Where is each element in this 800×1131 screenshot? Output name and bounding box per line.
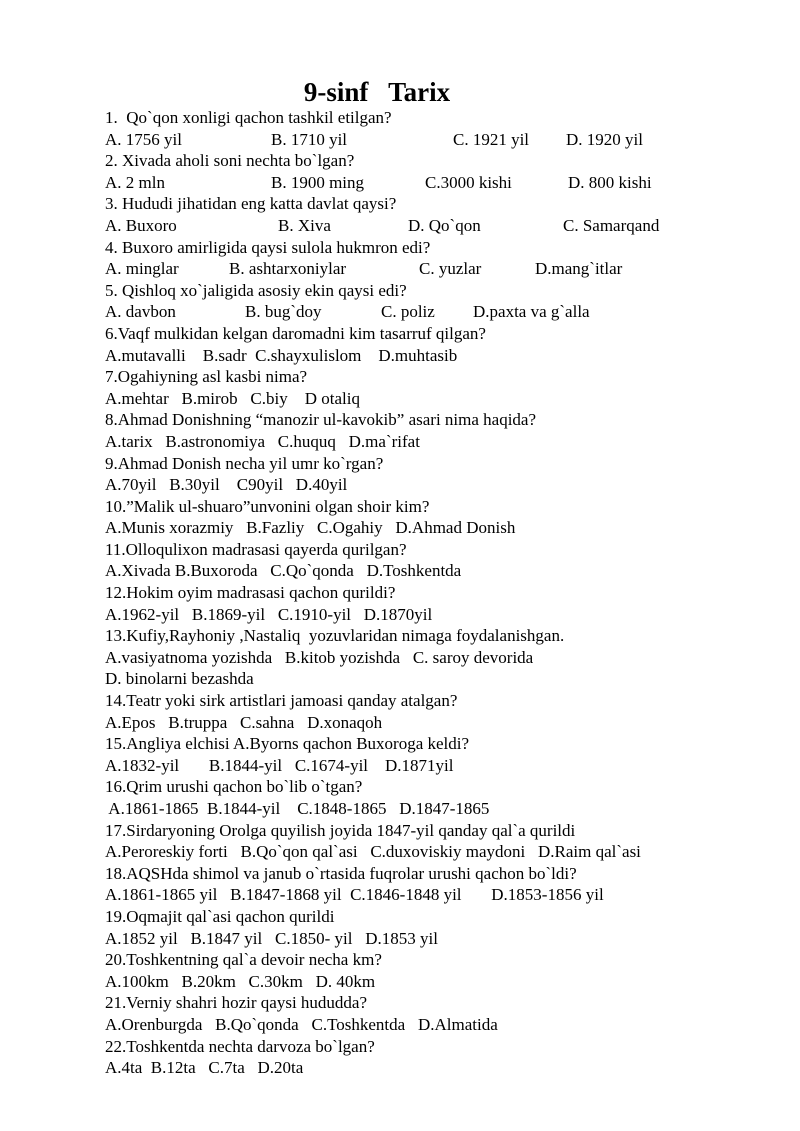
- answer-line: [105, 928, 795, 950]
- answer-line: [105, 172, 795, 194]
- answer-option: A.100km B.20km C.30km D. 40km: [105, 971, 376, 991]
- answer-line: [105, 215, 795, 237]
- answer-line: [105, 388, 795, 410]
- question-text: 15.Angliya elchisi A.Byorns qachon Buxoroga keldi?: [105, 734, 470, 754]
- question-text: 4. Buxoro amirligida qaysi sulola hukmron edi?: [105, 237, 431, 257]
- answer-line: [105, 712, 795, 734]
- answer-option: C. yuzlar: [419, 259, 482, 279]
- answer-option: A.1832-yil B.1844-yil C.1674-yil D.1871yil: [105, 755, 454, 775]
- question-line: [105, 690, 795, 712]
- answer-line: [105, 798, 795, 820]
- question-text: 3. Hududi jihatidan eng katta davlat qaysi?: [105, 194, 397, 214]
- answer-line: [105, 647, 795, 669]
- answer-option: B. Xiva: [278, 215, 331, 235]
- answer-option: D. binolarni bezashda: [105, 669, 254, 689]
- answer-option: A.Munis xorazmiy B.Fazliy C.Ogahiy D.Ahmad Donish: [105, 518, 516, 538]
- question-text: 7.Ogahiyning asl kasbi nima?: [105, 367, 308, 387]
- question-text: 11.Olloqulixon madrasasi qayerda qurilgan?: [105, 539, 407, 559]
- question-line: [105, 150, 795, 172]
- answer-line: [105, 258, 795, 280]
- answer-line: [105, 129, 795, 151]
- answer-option: C. poliz: [381, 302, 435, 322]
- answer-option: A.4ta B.12ta C.7ta D.20ta: [105, 1058, 304, 1078]
- question-line: [105, 496, 795, 518]
- answer-line: [105, 668, 795, 690]
- question-line: [105, 820, 795, 842]
- answer-option: A.1861-1865 yil B.1847-1868 yil C.1846-1848 yil D.1853-1856 yil: [105, 885, 604, 905]
- question-text: 13.Kufiy,Rayhoniy ,Nastaliq yozuvlaridan nimaga foydalanishgan.: [105, 626, 565, 646]
- question-text: 16.Qrim urushi qachon bo`lib o`tgan?: [105, 777, 363, 797]
- answer-option: B. 1710 yil: [271, 129, 348, 149]
- answer-line: [105, 517, 795, 539]
- question-text: 18.AQSHda shimol va janub o`rtasida fuqrolar urushi qachon bo`ldi?: [105, 863, 577, 883]
- question-line: [105, 1036, 795, 1058]
- answer-option: A.1962-yil B.1869-yil C.1910-yil D.1870yil: [105, 604, 433, 624]
- answer-option: B. ashtarxoniylar: [229, 259, 347, 279]
- question-line: [105, 906, 795, 928]
- question-text: 9.Ahmad Donish necha yil umr ko`rgan?: [105, 453, 384, 473]
- answer-line: [105, 431, 795, 453]
- answer-option: A.Xivada B.Buxoroda C.Qo`qonda D.Toshkentda: [105, 561, 462, 581]
- question-text: 12.Hokim oyim madrasasi qachon qurildi?: [105, 583, 396, 603]
- answer-option: A. davbon: [105, 302, 176, 322]
- answer-option: A. 2 mln: [105, 172, 165, 192]
- question-line: [105, 366, 795, 388]
- question-line: [105, 323, 795, 345]
- question-text: 17.Sirdaryoning Orolga quyilish joyida 1847-yil qanday qal`a qurildi: [105, 820, 576, 840]
- answer-line: [105, 604, 795, 626]
- answer-line: [105, 301, 795, 323]
- answer-line: [105, 884, 795, 906]
- question-line: [105, 409, 795, 431]
- answer-option: A. 1756 yil: [105, 129, 182, 149]
- answer-option: A.Peroreskiy forti B.Qo`qon qal`asi C.duxoviskiy maydoni D.Raim qal`asi: [105, 842, 641, 862]
- page-title: 9-sinf Tarix: [303, 77, 451, 107]
- answer-option: A.tarix B.astronomiya C.huquq D.ma`rifat: [105, 431, 420, 451]
- answer-option: A.mehtar B.mirob C.biy D otaliq: [105, 388, 360, 408]
- question-line: [105, 949, 795, 971]
- answer-option: A.vasiyatnoma yozishda B.kitob yozishda C. saroy devorida: [105, 647, 534, 667]
- question-line: [105, 992, 795, 1014]
- question-text: 2. Xivada aholi soni nechta bo`lgan?: [105, 151, 355, 171]
- question-text: 22.Toshkentda nechta darvoza bo`lgan?: [105, 1036, 375, 1056]
- answer-option: A.1852 yil B.1847 yil C.1850- yil D.1853 yil: [105, 928, 438, 948]
- question-text: 14.Teatr yoki sirk artistlari jamoasi qanday atalgan?: [105, 691, 458, 711]
- answer-option: D. Qo`qon: [408, 215, 481, 235]
- question-text: 21.Verniy shahri hozir qaysi hududda?: [105, 993, 368, 1013]
- answer-line: [105, 841, 795, 863]
- answer-option: B. 1900 ming: [271, 172, 365, 192]
- question-line: [105, 776, 795, 798]
- answer-option: C. 1921 yil: [453, 129, 530, 149]
- answer-option: A.mutavalli B.sadr C.shayxulislom D.muhtasib: [105, 345, 458, 365]
- answer-line: [105, 755, 795, 777]
- answer-option: A.70yil B.30yil C90yil D.40yil: [105, 475, 348, 495]
- question-text: 1. Qo`qon xonligi qachon tashkil etilgan?: [105, 108, 392, 127]
- question-line: [105, 193, 795, 215]
- answer-option: A. minglar: [105, 259, 179, 279]
- question-line: [105, 733, 795, 755]
- answer-line: [105, 474, 795, 496]
- answer-option: D. 800 kishi: [568, 172, 652, 192]
- answer-option: A.1861-1865 B.1844-yil C.1848-1865 D.1847-1865: [105, 799, 490, 818]
- question-line: [105, 107, 795, 129]
- answer-option: D.mang`itlar: [535, 259, 623, 279]
- question-line: [105, 453, 795, 475]
- answer-line: [105, 971, 795, 993]
- answer-option: C.3000 kishi: [425, 172, 512, 192]
- answer-option: A.Orenburgda B.Qo`qonda C.Toshkentda D.Almatida: [105, 1014, 498, 1034]
- answer-option: C. Samarqand: [563, 215, 660, 235]
- question-list: [105, 107, 795, 1079]
- answer-option: D. 1920 yil: [566, 129, 643, 149]
- question-text: 5. Qishloq xo`jaligida asosiy ekin qaysi edi?: [105, 280, 407, 300]
- answer-line: [105, 1057, 795, 1079]
- answer-option: B. bug`doy: [245, 302, 322, 322]
- question-text: 6.Vaqf mulkidan kelgan daromadni kim tasarruf qilgan?: [105, 323, 486, 343]
- question-line: [105, 582, 795, 604]
- answer-line: [105, 1014, 795, 1036]
- question-text: 19.Oqmajit qal`asi qachon qurildi: [105, 906, 335, 926]
- question-line: [105, 863, 795, 885]
- answer-option: A. Buxoro: [105, 215, 177, 235]
- answer-line: [105, 345, 795, 367]
- answer-option: D.paxta va g`alla: [473, 302, 590, 322]
- question-line: [105, 280, 795, 302]
- answer-option: A.Epos B.truppa C.sahna D.xonaqoh: [105, 712, 383, 732]
- question-text: 20.Toshkentning qal`a devoir necha km?: [105, 950, 382, 970]
- question-line: [105, 539, 795, 561]
- question-text: 8.Ahmad Donishning “manozir ul-kavokib” asari nima haqida?: [105, 410, 537, 430]
- answer-line: [105, 560, 795, 582]
- question-line: [105, 237, 795, 259]
- question-text: 10.”Malik ul-shuaro”unvonini olgan shoir kim?: [105, 496, 430, 516]
- question-line: [105, 625, 795, 647]
